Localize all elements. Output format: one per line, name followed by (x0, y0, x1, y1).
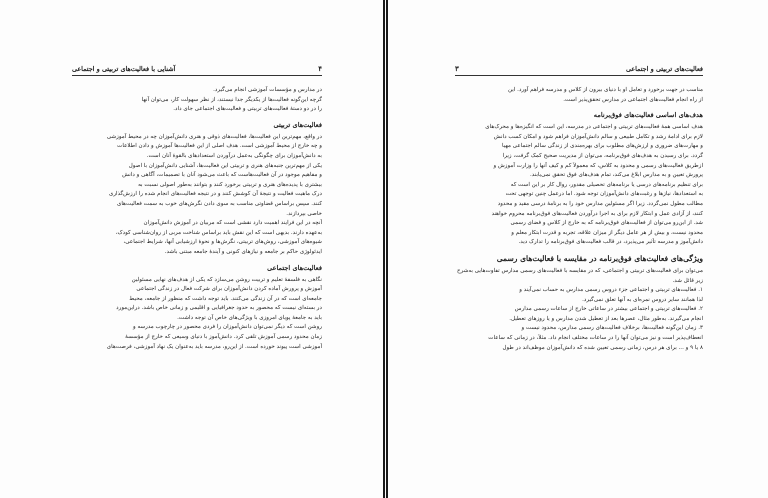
text-line: گرچه این‌گونه فعالیت‌ها از یکدیگر جدا نیستند، از نظر سهولت کار، می‌توان آنها (141, 96, 322, 103)
text-line: انجام می‌گیرند. به‌طور مثال، عصرها بعد از تعطیل شدن مدارس و یا روزهای تعطیل. (509, 315, 703, 322)
text-line: لازم برای ادامهٔ رشد و تکامل طبیعی و سالم دانش‌آموزان فراهم شود و امکان کسب دانش (493, 133, 703, 140)
text-line: محدود نیست، و بیش از هر عامل دیگر از میزان علاقه، تجربه و قدرت ابتکار معلم و (511, 229, 703, 236)
text-line: برای تنظیم برنامه‌های درسی یا برنامه‌های تحصیلی مقدور، روال کار بر این است که (510, 181, 703, 188)
text-line: در واقع، مهم‌ترین این فعالیت‌ها، فعالیت‌های ذوقی و هنری دانش‌آموزان چه در محیط آموزشی (106, 133, 322, 140)
gutter-left-edge (383, 0, 385, 498)
text-line: یکی از مهم‌ترین جنبه‌های هنری و تربیتی این فعالیت‌ها، آشنایی دانش‌آموزان با اصول (128, 162, 322, 169)
text-line: ازطریق فعالیت‌های رسمی و محدود به کلاس، که معمولاً کم و کیف آنها را وزارت آموزش و (493, 162, 703, 169)
text-line: شد. از این‌رو می‌توان از فعالیت‌های فوق‌برنامه که به خارج از کلاس و فضای رسمی (510, 220, 703, 227)
text-line: خاصی بپردازند. (286, 210, 322, 217)
text-line: در بسته‌ای نیست که محصور به حدود جغرافیایی و اقلیمی و زمانی خاص باشد. دراین‌مورد (116, 305, 322, 312)
running-title: فعالیت‌های تربیتی و اجتماعی (625, 64, 703, 73)
text-line: به دانش‌آموزان برای چگونگی به‌عمل درآوردن استعدادهای بالقوهٔ آنان است. (146, 152, 322, 159)
right-page (455, 64, 703, 353)
text-line: می‌توان برای فعالیت‌های تربیتی و اجتماعی، که در مقایسه با فعالیت‌های رسمی مدارس تفاوت‌هایی به‌شرح (457, 267, 703, 274)
text-line: لذا همانند سایر دروس نمره‌ای به آنها تعلق نمی‌گیرد. (582, 296, 703, 303)
text-line: زیر قائل شد. (672, 277, 703, 284)
text-line: هدف اساسی همهٔ فعالیت‌های تربیتی و اجتماعی در مدرسه، این است که انگیزه‌ها و محرک‌های (485, 124, 703, 131)
text-line: روشن است که دیگر نمی‌توان دانش‌آموزان را فردی محصور در چارچوب مدرسه و (132, 324, 322, 331)
running-head (455, 64, 703, 76)
section-heading: فعالیت‌های تربیتی (273, 120, 322, 129)
text-line: دانش‌آموز و مدرسه تأثیر می‌پذیرد، در قالب فعالیت‌های فوق‌برنامه را تدارک دید. (518, 239, 703, 246)
text-line: ایدئولوژی حاکم بر جامعه و نیازهای کنونی و آیندهٔ جامعه مبتنی باشد. (164, 248, 322, 255)
running-head (72, 64, 322, 76)
text-line: به استعدادها، نیازها و رغبت‌های دانش‌آموزان توجه شود. اما درعمل چنین توجهی تحت (505, 191, 703, 198)
text-line: ۸ یا ۹ و ... برای هر درس، زمانی رسمی تعیین شده که دانش‌آموزان موظف‌اند در طول (502, 344, 703, 351)
text-line: ۳. زمان این‌گونه فعالیت‌ها، برخلاف فعالیت‌های رسمی مدارس، محدود نیست و (521, 325, 703, 332)
text-line: پرورش تعیین و به مدارس ابلاغ می‌کند، تمام هدف‌های فوق تحقق نمی‌یابند. (529, 172, 703, 179)
text-line: زمان محدود رسمی آموزش تلقی کرد. دانش‌آموز با دنیای وسیعی که خارج از مؤسسهٔ (125, 334, 322, 341)
text-line: ۲. فعالیت‌های تربیتی و اجتماعی بیشتر در ساعاتی خارج از ساعات رسمی مدارس (514, 306, 703, 313)
text-line: به‌عهده دارند. بدیهی است که این نقش باید براساس شناخت مربی از روان‌شناسی کودک، (115, 229, 322, 236)
text-line: شیوه‌های آموزشی، روش‌های تربیتی، نگرش‌ها و نحوهٔ ارزشیابی آنها، شرایط اجتماعی، (123, 239, 322, 246)
text-line: را در دو دستهٔ فعالیت‌های تربیتی و فعالیت‌های اجتماعی جای داد. (173, 106, 322, 113)
text-line: از راه انجام فعالیت‌های اجتماعی در مدارس تحقق‌پذیر است. (563, 96, 703, 103)
text-line: آموزش و پرورش آماده کردن دانش‌آموزان برای شرکت فعال در زندگی اجتماعی (136, 286, 322, 293)
section-heading: هدف‌های اساسی فعالیت‌های فوق‌برنامه (593, 111, 703, 120)
text-line: کنند، از آزادی عمل و ابتکار لازم برای به اجرا درآوردن فعالیت‌های فوق‌برنامه محروم خواهند (491, 210, 703, 217)
page-number: ۴ (318, 64, 322, 73)
text-line: آنچه در این فرایند اهمیت دارد نقشی است که مربیان در آموزش دانش‌آموزان (143, 220, 322, 227)
left-page (72, 64, 322, 352)
section-heading: فعالیت‌های اجتماعی (267, 263, 322, 272)
text-line: ۱. فعالیت‌های تربیتی و اجتماعی جزء دروس رسمی مدارس به حساب نمی‌آیند و (519, 287, 703, 294)
text-line: نگاهی به فلسفهٔ تعلیم و تربیت روشن می‌سازد که یکی از هدف‌های نهایی مسئولین (131, 276, 322, 283)
text-line: و چه خارج از محیط آموزشی است. هدف اصلی از این فعالیت‌ها آموزش و دادن اطلاعات (117, 143, 322, 150)
text-line: و مهارت‌های ضروری و ارزش‌های مطلوب برای بهره‌مندی از زندگی سالم اجتماعی مهیا (502, 143, 703, 150)
text-line: جامعه‌ای است که در آن زندگی می‌کنند. باید توجه داشت که منظور از جامعه، محیط (129, 295, 322, 302)
text-line: انعطاف‌پذیر است و نیز می‌توان آنها را در ساعات مختلف انجام داد. مثلاً، در زمانی که ساعات (488, 335, 703, 342)
page-body (72, 86, 322, 351)
text-line: مناسب در جهت برخورد و تعامل او با دنیای بیرون از کلاس و مدرسه فراهم آورد. این (508, 87, 703, 93)
page-number: ۳ (455, 64, 459, 73)
text-line: مطالب مطول نمی‌گردد. زیرا اگر مسئولین مدارس خود را به برنامهٔ درسی مقید و محدود (497, 200, 703, 207)
text-line: درک ماهیت فعالیت و نتیجهٔ آن کوشش کنند و در نتیجه فعالیت‌های انجام شده را ارزش‌گذاری (108, 191, 322, 198)
text-line: کنند. سپس براساس قضاوتی مناسب به سوی دادن نگرش‌های خوب به سمت فعالیت‌های (116, 200, 322, 207)
text-line: در مدارس و مؤسسات آموزشی انجام می‌گیرد. (213, 87, 322, 93)
gutter-right-edge (386, 0, 388, 498)
page-body (455, 86, 703, 352)
text-line: گردد. برای رسیدن به هدف‌های فوق‌برنامه، می‌توان از مدیریت صحیح کمک گرفت، زیرا (502, 152, 703, 159)
text-line: و مفاهیم موجود در آن فعالیت‌هاست که باعث می‌شود آنان با تصمیمات، آگاهی و دانش (122, 172, 322, 179)
text-line: آموزشی است پیوند خورده است. از این‌رو، مدرسه باید به‌عنوان یک نهاد آموزشی، فرصت‌های (106, 343, 322, 350)
section-heading: ویژگی‌های فعالیت‌های فوق‌برنامه در مقایسه با فعالیت‌های رسمی (496, 253, 703, 263)
running-title: آشنایی با فعالیت‌های تربیتی و اجتماعی (72, 64, 176, 73)
text-line: بیشتری با پدیده‌های هنری و تربیتی برخورد کنند و بتوانند به‌طور اصولی نسبت به (138, 181, 322, 188)
text-line: باید به جامعهٔ پویای امروزی با ویژگی‌های خاص آن توجه داشت. (177, 314, 322, 321)
